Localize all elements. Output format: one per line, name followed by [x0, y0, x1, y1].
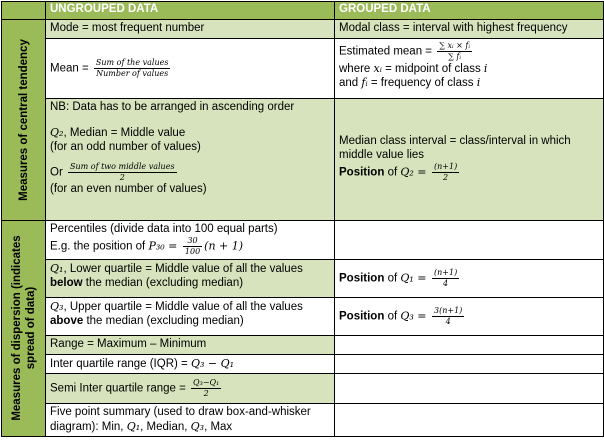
five-point-max: , Max	[204, 420, 233, 433]
q3-grouped	[335, 298, 604, 336]
iqr-formula: Q₃ − Q₁	[190, 356, 235, 370]
range-grouped	[335, 336, 604, 355]
q1-symbol: Q₁	[50, 262, 64, 275]
percentiles-ungrouped	[46, 220, 335, 260]
dispersion-line-1: Measures of dispersion (indicates	[10, 235, 23, 421]
est-mean-numerator: ∑ xᵢ × fᵢ	[439, 40, 470, 50]
percentiles-definition: Percentiles (divide data into 100 equal parts)	[50, 222, 278, 235]
siqr-fraction	[191, 378, 221, 399]
median-class-interval: Median class interval = class/interval in which middle value lies	[339, 135, 571, 161]
median-even-numerator: Sum of two middle values	[69, 162, 175, 171]
median-ungrouped	[46, 98, 335, 220]
q1-ungrouped	[46, 260, 335, 298]
q3-ungrouped	[46, 298, 335, 336]
where-text: where	[339, 62, 374, 75]
mean-fraction	[94, 58, 171, 79]
q2-position-numerator: (n+1)	[434, 162, 458, 171]
siqr-numerator: Q₃−Q₁	[193, 378, 220, 387]
p30-symbol: P₃₀ =	[148, 239, 181, 253]
q2-position-fraction	[432, 162, 459, 183]
header-ungrouped: UNGROUPED DATA	[46, 2, 335, 20]
mode-ungrouped: Mode = most frequent number	[46, 20, 335, 39]
est-mean-label: Estimated mean =	[339, 45, 436, 58]
i-symbol: i	[483, 61, 488, 75]
est-mean-fraction	[437, 41, 472, 62]
midpoint-text: = midpoint of class	[381, 62, 484, 75]
est-mean-denominator: ∑ fᵢ	[448, 51, 461, 61]
q1-excluding-text: the median (excluding median)	[82, 276, 244, 289]
q1-below-word: below	[50, 276, 83, 289]
section-central-tendency	[2, 20, 46, 221]
percentile-denominator: 100	[184, 247, 201, 256]
q3-position-fraction	[432, 306, 464, 327]
q3-above-word: above	[50, 314, 84, 327]
fi-symbol: fᵢ	[361, 76, 368, 89]
five-point-ungrouped	[46, 404, 335, 437]
five-point-median: , Median,	[140, 420, 191, 433]
median-even-note: (for an even number of values)	[50, 183, 207, 195]
q3-position-label: Position	[339, 310, 385, 323]
percentiles-grouped	[335, 220, 604, 260]
q1-position-numerator: (n+1)	[434, 268, 458, 277]
iqr-text: Inter quartile range (IQR) =	[50, 357, 191, 370]
mean-grouped	[335, 38, 604, 98]
q3-excluding-text: the median (excluding median)	[83, 314, 244, 327]
q1-definition: , Lower quartile = Middle value of all the values	[63, 263, 303, 275]
median-odd-note: (for an odd number of values)	[50, 140, 201, 153]
percentile-tail: (n + 1)	[204, 239, 244, 253]
iqr-grouped	[335, 354, 604, 374]
section-dispersion-label	[10, 236, 38, 421]
q3-of-text: of	[384, 310, 401, 323]
median-even-fraction	[68, 162, 177, 183]
q3-position-symbol: Q₃ =	[400, 309, 430, 323]
percentile-numerator: 30	[183, 236, 202, 247]
q3-definition: , Upper quartile = Middle value of all the values	[63, 301, 303, 313]
q3-position-numerator: 3(n+1)	[434, 306, 463, 315]
q1-position-fraction	[432, 268, 459, 289]
mean-denominator: Number of values	[96, 68, 169, 78]
header-grouped: GROUPED DATA	[335, 2, 604, 20]
or-text: Or	[50, 166, 66, 179]
of-text: of	[384, 166, 401, 179]
range-ungrouped: Range = Maximum – Minimum	[46, 336, 335, 355]
q2-position-symbol: Q₂ =	[400, 165, 430, 179]
mode-grouped: Modal class = interval with highest frequency	[335, 20, 604, 39]
siqr-text: Semi Inter quartile range =	[50, 382, 190, 395]
q3-symbol: Q₃	[50, 300, 64, 313]
section-central-label: Measures of central tendency	[17, 38, 30, 201]
q3-position-denominator: 4	[445, 317, 451, 326]
median-definition: , Median = Middle value	[63, 127, 186, 139]
siqr-ungrouped	[46, 374, 335, 404]
mean-ungrouped	[46, 38, 335, 98]
and-text: and	[339, 77, 362, 89]
mean-label: Mean =	[50, 62, 92, 75]
q2-symbol: Q₂	[50, 126, 64, 139]
q1-position-label: Position	[339, 272, 385, 285]
xi-symbol: xᵢ	[373, 61, 382, 75]
median-nb: NB: Data has to be arranged in ascending order	[50, 100, 295, 113]
five-point-q3: Q₃	[190, 419, 205, 433]
q2-position-denominator: 2	[443, 173, 449, 182]
statistics-table	[1, 1, 604, 437]
percentile-fraction	[183, 236, 202, 257]
five-point-q1: Q₁	[126, 419, 141, 433]
median-even-denominator: 2	[119, 173, 125, 182]
five-point-min: diagram): Min,	[50, 420, 127, 433]
mean-numerator: Sum of the values	[95, 57, 169, 67]
position-label: Position	[339, 166, 385, 179]
siqr-denominator: 2	[203, 389, 209, 398]
percentile-example-text: E.g. the position of	[50, 240, 149, 253]
iqr-ungrouped	[46, 354, 335, 374]
q1-of-text: of	[384, 272, 401, 285]
median-grouped	[335, 98, 604, 220]
five-point-line-1: Five point summary (used to draw box-and-whisker	[50, 406, 311, 418]
dispersion-line-2: spread of data)	[24, 287, 37, 370]
i-symbol-2: i	[476, 76, 481, 89]
siqr-grouped	[335, 374, 604, 404]
q1-position-denominator: 4	[443, 279, 449, 288]
corner-cell	[2, 2, 46, 20]
q1-grouped	[335, 260, 604, 298]
section-dispersion	[2, 220, 46, 437]
frequency-text: = frequency of class	[367, 77, 477, 89]
five-point-grouped	[335, 404, 604, 437]
q1-position-symbol: Q₁ =	[400, 271, 430, 285]
